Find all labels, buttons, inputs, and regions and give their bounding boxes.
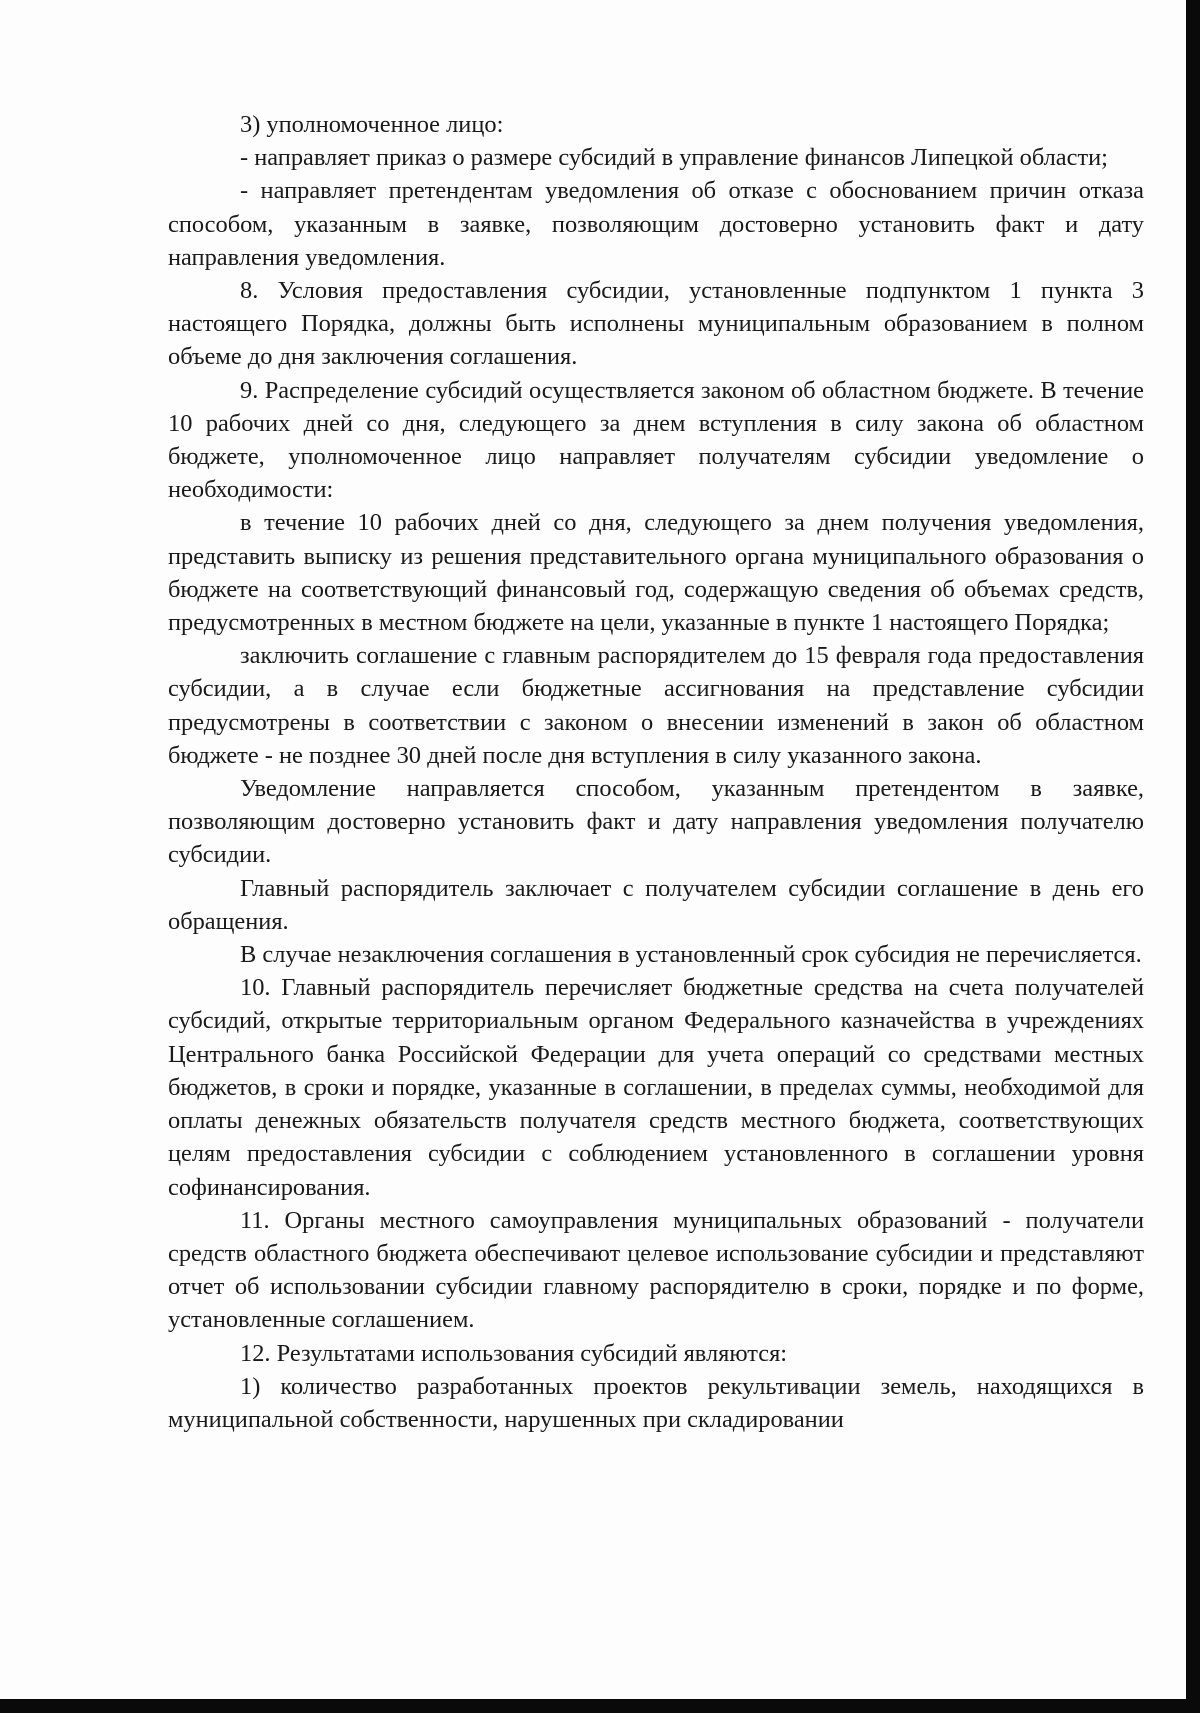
paragraph-item-12: 12. Результатами использования субсидий являются: <box>240 1339 788 1367</box>
paragraph-result-1: 1) количество разработанных проектов рекультивации земель, находящихся в муниципальной собственности, нарушенных при складировании <box>168 1372 1144 1433</box>
paragraph-agreement-day: Главный распорядитель заключает с получателем субсидии соглашение в день его обращения. <box>168 874 1144 935</box>
paragraph-item-10: 10. Главный распорядитель перечисляет бюджетные средства на счета получателей субсидий, открытые территориальным органом Федерального казначейства в учреждениях Центрального банка Российской Федерации для учета операций со средствами местных бюджетов, в сроки и порядке, указанные в соглашении, в пределах суммы, необходимой для оплаты денежных обязательств получателя средств местного бюджета, соответствующих целям предоставления субсидии с соблюдением установленного в соглашении уровня софинансирования. <box>168 974 1144 1201</box>
paragraph-notice-method: Уведомление направляется способом, указанным претендентом в заявке, позволяющим достоверно установить факт и дату направления уведомления получателю субсидии. <box>168 775 1144 869</box>
paragraph-no-agreement: В случае незаключения соглашения в установленный срок субсидия не перечисляется. <box>240 941 1142 969</box>
paragraph-authorized-person: 3) уполномоченное лицо: <box>240 111 504 138</box>
document-body <box>168 108 1144 1436</box>
paragraph-budget-extract: в течение 10 рабочих дней со дня, следующего за днем получения уведомления, представить выписку из решения представительного органа муниципального образования о бюджете на соответствующий финансовый год, содержащую сведения об объемах средств, предусмотренных в местном бюджете на цели, указанные в пункте 1 настоящего Порядка; <box>168 509 1144 637</box>
paragraph-agreement-deadline: заключить соглашение с главным распорядителем до 15 февраля года предоставления субсидии, а в случае если бюджетные ассигнования на представление субсидии предусмотрены в соответствии с законом о внесении изменений в закон об областном бюджете - не позднее 30 дней после дня вступления в силу указанного закона. <box>168 642 1144 769</box>
paragraph-order-sending: - направляет приказ о размере субсидий в управление финансов Липецкой области; <box>240 144 1108 172</box>
paragraph-item-8: 8. Условия предоставления субсидии, установленные подпунктом 1 пункта 3 настоящего Порядка, должны быть исполнены муниципальным образованием в полном объеме до дня заключения соглашения. <box>168 277 1144 371</box>
paragraph-item-11: 11. Органы местного самоуправления муниципальных образований - получатели средств областного бюджета обеспечивают целевое использование субсидии и представляют отчет об использовании субсидии главному распорядителю в сроки, порядке и по форме, установленные соглашением. <box>168 1206 1144 1334</box>
paragraph-refusal-notice: - направляет претендентам уведомления об отказе с обоснованием причин отказа способом, указанным в заявке, позволяющим достоверно установить факт и дату направления уведомления. <box>168 177 1144 271</box>
scan-border-right <box>1186 0 1200 1713</box>
paragraph-item-9: 9. Распределение субсидий осуществляется законом об областном бюджете. В течение 10 рабочих дней со дня, следующего за днем вступления в силу закона об областном бюджете, уполномоченное лицо направляет получателям субсидии уведомление о необходимости: <box>168 376 1144 504</box>
scan-border-bottom <box>0 1699 1200 1713</box>
